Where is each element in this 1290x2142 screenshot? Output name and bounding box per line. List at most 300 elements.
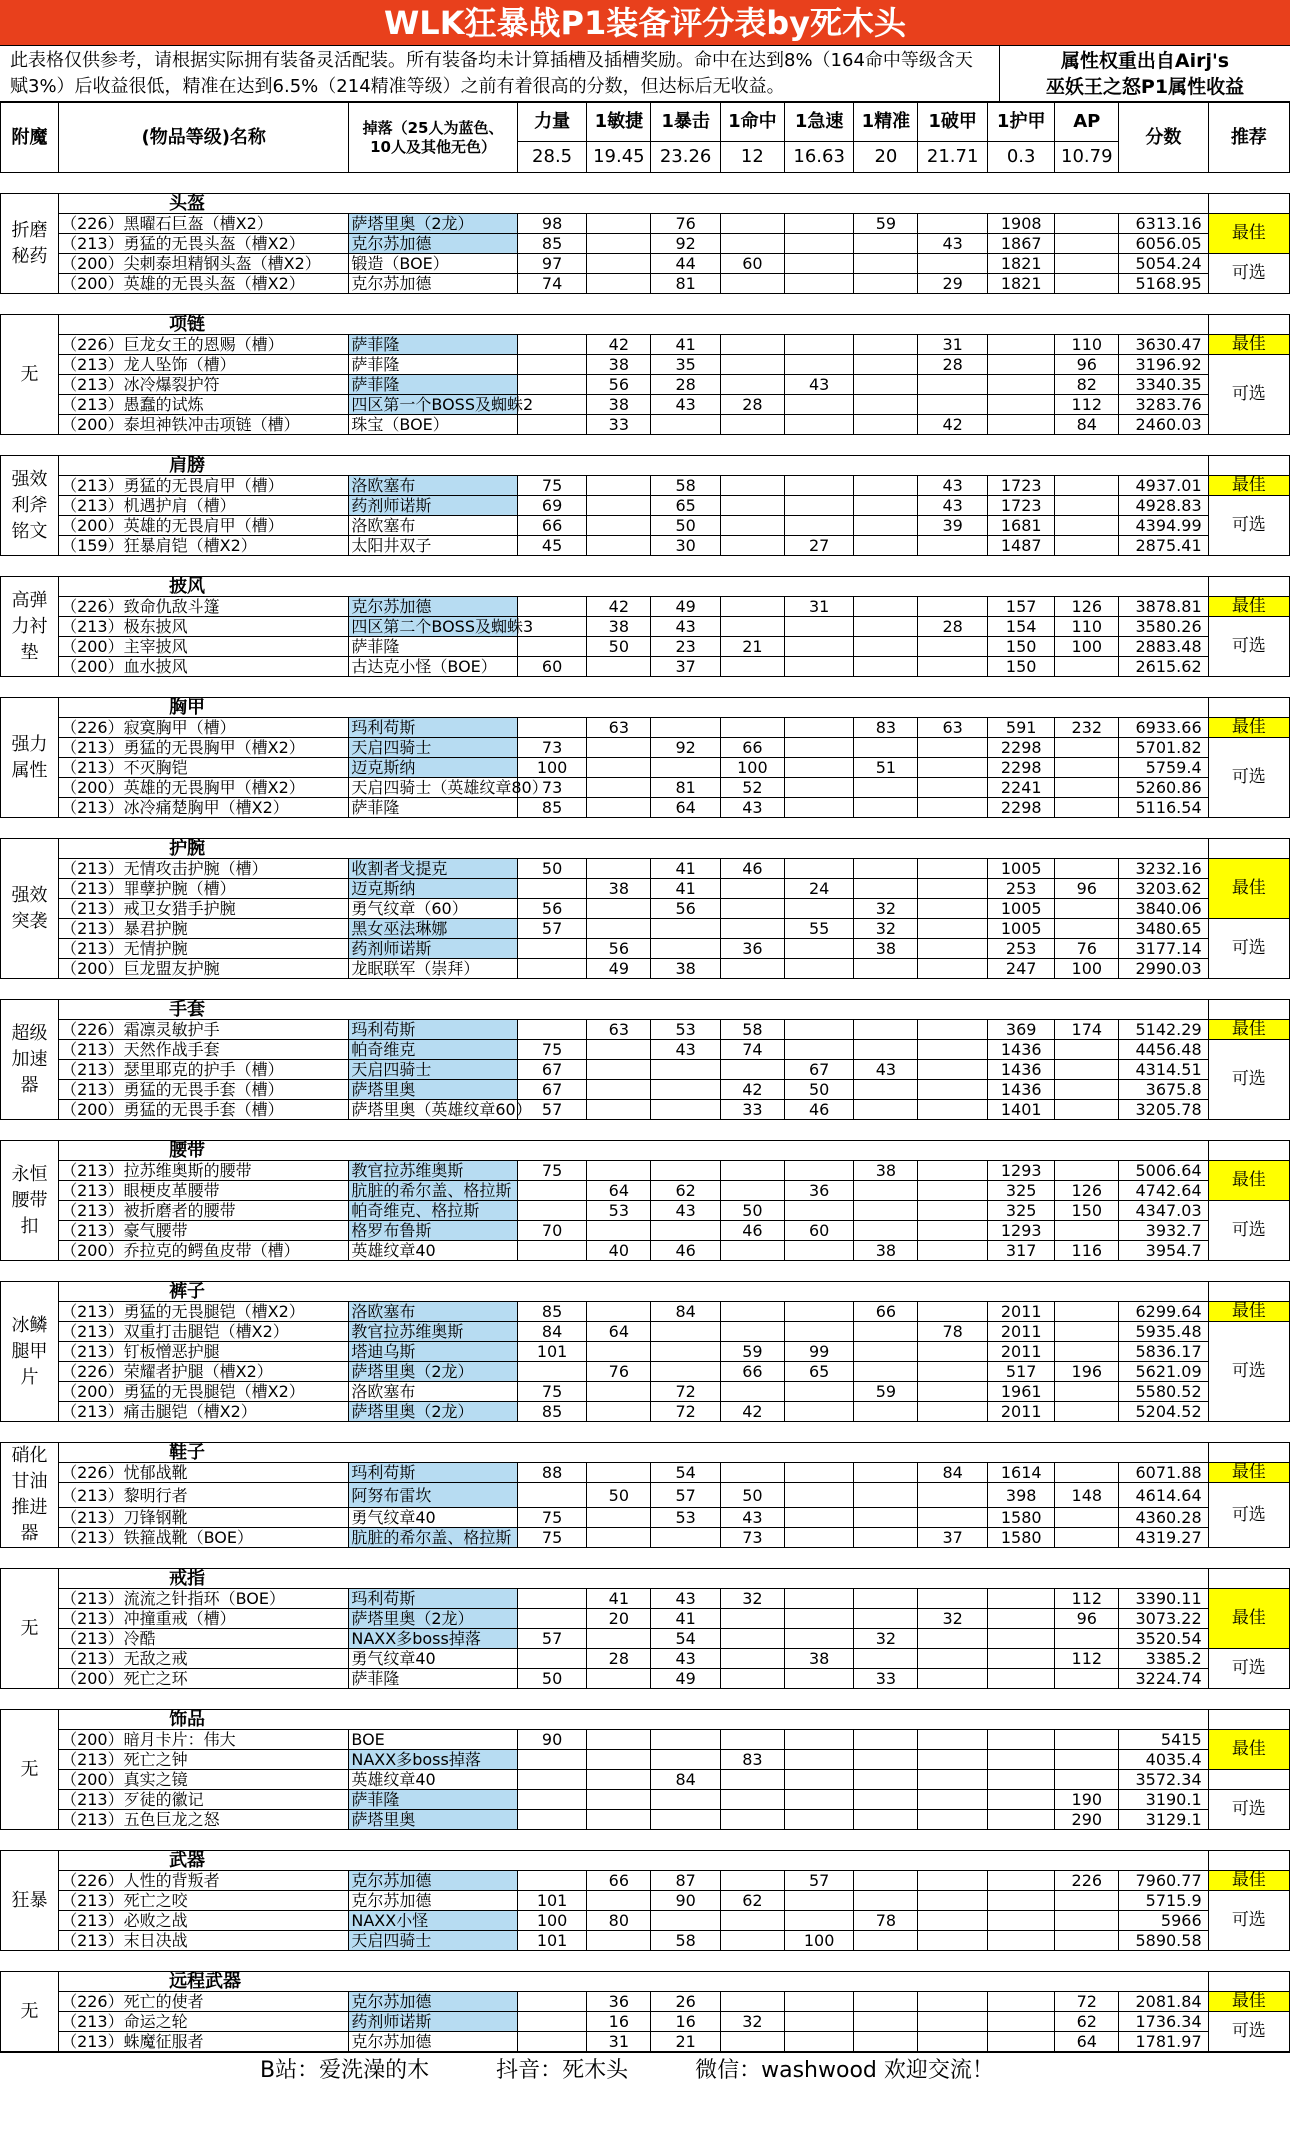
optional-badge bbox=[1208, 1770, 1289, 1790]
stat-cell: 41 bbox=[587, 1589, 651, 1609]
credit-line-1: 属性权重出自Airj's bbox=[1060, 50, 1230, 72]
stat-cell bbox=[784, 1750, 854, 1770]
stat-cell bbox=[1055, 657, 1119, 677]
weight-cell: 23.26 bbox=[651, 141, 721, 172]
stat-cell bbox=[651, 1221, 721, 1241]
stat-cell bbox=[1055, 1402, 1119, 1422]
enchant-cell: 无 bbox=[1, 1710, 59, 1830]
item-row bbox=[1, 1362, 1290, 1382]
item-drop: 黑女巫法琳娜 bbox=[349, 919, 517, 939]
stat-cell bbox=[587, 859, 651, 879]
stat-cell: 1614 bbox=[988, 1463, 1055, 1483]
section-header bbox=[1, 1282, 1290, 1302]
spacer-cell bbox=[1, 294, 1290, 315]
optional-badge: 可选 bbox=[1208, 919, 1289, 979]
stat-cell bbox=[918, 1382, 988, 1402]
item-drop: 萨菲隆 bbox=[349, 1790, 517, 1810]
stat-cell: 32 bbox=[854, 1629, 918, 1649]
stat-cell: 66 bbox=[720, 1362, 784, 1382]
stat-cell: 1005 bbox=[988, 919, 1055, 939]
stat-cell bbox=[517, 1871, 587, 1891]
best-badge: 最佳 bbox=[1208, 1161, 1289, 1201]
stat-cell: 55 bbox=[784, 919, 854, 939]
item-drop: 药剂师诺斯 bbox=[349, 2012, 517, 2032]
stat-cell bbox=[854, 234, 918, 254]
stat-cell bbox=[1055, 496, 1119, 516]
stat-cell bbox=[587, 1040, 651, 1060]
stat-cell bbox=[918, 214, 988, 234]
item-row bbox=[1, 1609, 1290, 1629]
stat-cell: 43 bbox=[918, 496, 988, 516]
stat-cell: 66 bbox=[517, 516, 587, 536]
stat-cell: 31 bbox=[587, 2032, 651, 2052]
stat-cell: 90 bbox=[651, 1891, 721, 1911]
stat-cell: 76 bbox=[1055, 939, 1119, 959]
item-name: （213）冷酷 bbox=[59, 1629, 349, 1649]
stat-cell bbox=[587, 1382, 651, 1402]
item-score: 4742.64 bbox=[1119, 1181, 1208, 1201]
stat-cell: 39 bbox=[918, 516, 988, 536]
stat-cell bbox=[854, 1730, 918, 1750]
stat-cell bbox=[988, 415, 1055, 435]
item-drop: 四区第一个BOSS及蜘蛛2 bbox=[349, 395, 517, 415]
stat-cell bbox=[1055, 476, 1119, 496]
stat-cell bbox=[587, 1790, 651, 1810]
stat-cell: 53 bbox=[651, 1020, 721, 1040]
rec-empty bbox=[1208, 1443, 1289, 1463]
item-row bbox=[1, 1483, 1290, 1508]
best-badge: 最佳 bbox=[1208, 214, 1289, 254]
item-row bbox=[1, 1730, 1290, 1750]
section-title: 远程武器 bbox=[59, 1972, 1209, 1992]
item-score: 3480.65 bbox=[1119, 919, 1208, 939]
stat-cell bbox=[651, 1911, 721, 1931]
stat-cell: 1487 bbox=[988, 536, 1055, 556]
stat-cell: 38 bbox=[587, 879, 651, 899]
stat-cell bbox=[587, 1221, 651, 1241]
item-drop: 勇气纹章40 bbox=[349, 1508, 517, 1528]
stat-cell bbox=[587, 1342, 651, 1362]
stat-cell: 28 bbox=[720, 395, 784, 415]
item-score: 5142.29 bbox=[1119, 1020, 1208, 1040]
stat-cell: 41 bbox=[651, 859, 721, 879]
item-drop: 萨塔里奥（2龙） bbox=[349, 1609, 517, 1629]
item-row bbox=[1, 375, 1290, 395]
stat-cell: 58 bbox=[720, 1020, 784, 1040]
stat-cell: 60 bbox=[720, 254, 784, 274]
item-name: （213）眼梗皮革腰带 bbox=[59, 1181, 349, 1201]
stat-cell bbox=[1055, 1770, 1119, 1790]
item-score: 5260.86 bbox=[1119, 778, 1208, 798]
stat-cell bbox=[854, 1649, 918, 1669]
stat-cell bbox=[784, 1911, 854, 1931]
stat-cell bbox=[720, 234, 784, 254]
item-drop: 教官拉苏维奥斯 bbox=[349, 1322, 517, 1342]
stat-cell bbox=[784, 1040, 854, 1060]
item-row bbox=[1, 1382, 1290, 1402]
stat-cell bbox=[918, 879, 988, 899]
stat-cell bbox=[854, 1750, 918, 1770]
item-drop: 洛欧塞布 bbox=[349, 1382, 517, 1402]
stat-cell: 83 bbox=[720, 1750, 784, 1770]
stat-cell bbox=[918, 1241, 988, 1261]
stat-cell: 92 bbox=[651, 738, 721, 758]
weight-cell: 0.3 bbox=[988, 141, 1055, 172]
stat-cell: 148 bbox=[1055, 1483, 1119, 1508]
item-drop: 迈克斯纳 bbox=[349, 758, 517, 778]
stat-cell bbox=[720, 617, 784, 637]
stat-cell: 75 bbox=[517, 476, 587, 496]
stat-cell: 43 bbox=[918, 234, 988, 254]
item-row bbox=[1, 657, 1290, 677]
enchant-cell: 高弹力衬垫 bbox=[1, 577, 59, 677]
stat-cell: 75 bbox=[517, 1382, 587, 1402]
stat-cell: 78 bbox=[854, 1911, 918, 1931]
stat-cell: 154 bbox=[988, 617, 1055, 637]
stat-cell: 56 bbox=[587, 939, 651, 959]
stat-cell bbox=[918, 738, 988, 758]
enchant-cell: 无 bbox=[1, 1569, 59, 1689]
rec-empty bbox=[1208, 1710, 1289, 1730]
stat-cell bbox=[854, 1810, 918, 1830]
item-name: （226）荣耀者护腿（槽X2） bbox=[59, 1362, 349, 1382]
optional-badge: 可选 bbox=[1208, 355, 1289, 435]
item-drop: 萨菲隆 bbox=[349, 637, 517, 657]
item-name: （213）命运之轮 bbox=[59, 2012, 349, 2032]
stat-cell bbox=[784, 1589, 854, 1609]
stat-cell: 38 bbox=[587, 617, 651, 637]
item-name: （200）英雄的无畏头盔（槽X2） bbox=[59, 274, 349, 294]
stat-cell bbox=[854, 778, 918, 798]
stat-cell bbox=[784, 657, 854, 677]
stat-cell: 226 bbox=[1055, 1871, 1119, 1891]
stat-cell: 317 bbox=[988, 1241, 1055, 1261]
stat-cell: 2298 bbox=[988, 738, 1055, 758]
item-drop: 珠宝（BOE） bbox=[349, 415, 517, 435]
stat-cell bbox=[918, 1402, 988, 1422]
item-row bbox=[1, 1463, 1290, 1483]
section-title: 披风 bbox=[59, 577, 1209, 597]
item-drop: 洛欧塞布 bbox=[349, 1302, 517, 1322]
stat-cell: 49 bbox=[587, 959, 651, 979]
stat-cell bbox=[720, 1790, 784, 1810]
stat-cell bbox=[918, 375, 988, 395]
stat-cell: 56 bbox=[587, 375, 651, 395]
stat-cell bbox=[587, 758, 651, 778]
item-row bbox=[1, 214, 1290, 234]
stat-cell: 90 bbox=[517, 1730, 587, 1750]
stat-cell bbox=[651, 1528, 721, 1548]
best-badge: 最佳 bbox=[1208, 718, 1289, 738]
stat-cell bbox=[854, 859, 918, 879]
stat-cell bbox=[587, 738, 651, 758]
stat-cell bbox=[720, 899, 784, 919]
footer-douyin: 抖音：死木头 bbox=[496, 2058, 629, 2083]
item-row bbox=[1, 919, 1290, 939]
item-drop: 萨塔里奥（2龙） bbox=[349, 1402, 517, 1422]
item-drop: 帕奇维克、格拉斯 bbox=[349, 1201, 517, 1221]
item-drop: 萨菲隆 bbox=[349, 375, 517, 395]
header-name: (物品等级)名称 bbox=[59, 103, 349, 173]
stat-cell bbox=[854, 1483, 918, 1508]
item-row bbox=[1, 617, 1290, 637]
stat-cell bbox=[517, 1201, 587, 1221]
stat-cell: 1293 bbox=[988, 1161, 1055, 1181]
item-score: 3675.8 bbox=[1119, 1080, 1208, 1100]
stat-cell: 101 bbox=[517, 1891, 587, 1911]
stat-cell bbox=[720, 415, 784, 435]
stat-cell: 43 bbox=[854, 1060, 918, 1080]
stat-cell bbox=[720, 1649, 784, 1669]
disclaimer-note: 此表格仅供参考，请根据实际拥有装备灵活配装。所有装备均未计算插槽及插槽奖励。命中在达到8%（164命中等级含天赋3%）后收益很低，精准在达到6.5%（214精准等级）之前有着很高的分数，但达标后无收益。 bbox=[0, 46, 1000, 101]
item-row bbox=[1, 798, 1290, 818]
item-score: 4319.27 bbox=[1119, 1528, 1208, 1548]
stat-cell bbox=[854, 1508, 918, 1528]
item-row bbox=[1, 1161, 1290, 1181]
stat-cell bbox=[587, 536, 651, 556]
stat-cell bbox=[918, 1669, 988, 1689]
item-row bbox=[1, 1931, 1290, 1951]
stat-cell bbox=[784, 2012, 854, 2032]
item-score: 5204.52 bbox=[1119, 1402, 1208, 1422]
stat-cell: 59 bbox=[854, 214, 918, 234]
stat-cell bbox=[651, 1161, 721, 1181]
stat-cell: 1005 bbox=[988, 899, 1055, 919]
section-spacer bbox=[1, 1422, 1290, 1443]
stat-cell: 101 bbox=[517, 1342, 587, 1362]
section-spacer bbox=[1, 979, 1290, 1000]
item-score: 6313.16 bbox=[1119, 214, 1208, 234]
rec-empty bbox=[1208, 839, 1289, 859]
stat-cell bbox=[587, 899, 651, 919]
item-score: 3390.11 bbox=[1119, 1589, 1208, 1609]
stat-cell: 49 bbox=[651, 597, 721, 617]
stat-cell bbox=[587, 1891, 651, 1911]
section-spacer bbox=[1, 1951, 1290, 1972]
stat-cell: 51 bbox=[854, 758, 918, 778]
stat-cell: 63 bbox=[587, 718, 651, 738]
stat-cell bbox=[517, 939, 587, 959]
stat-cell: 46 bbox=[784, 1100, 854, 1120]
item-name: （226）寂寞胸甲（槽） bbox=[59, 718, 349, 738]
stat-cell bbox=[988, 1669, 1055, 1689]
stat-cell bbox=[1055, 234, 1119, 254]
optional-badge: 可选 bbox=[1208, 1201, 1289, 1261]
header-stat: 力量 bbox=[517, 103, 587, 142]
stat-cell bbox=[587, 1750, 651, 1770]
section-title: 武器 bbox=[59, 1851, 1209, 1871]
section-header bbox=[1, 1851, 1290, 1871]
item-name: （226）黑曜石巨盔（槽X2） bbox=[59, 214, 349, 234]
spacer-cell bbox=[1, 1830, 1290, 1851]
stat-cell bbox=[918, 758, 988, 778]
item-score: 3232.16 bbox=[1119, 859, 1208, 879]
stat-cell: 100 bbox=[517, 758, 587, 778]
item-row bbox=[1, 718, 1290, 738]
stat-cell: 78 bbox=[918, 1322, 988, 1342]
stat-cell: 81 bbox=[651, 778, 721, 798]
stat-cell: 1867 bbox=[988, 234, 1055, 254]
stat-cell bbox=[854, 516, 918, 536]
stat-cell: 38 bbox=[854, 939, 918, 959]
stat-cell bbox=[784, 1730, 854, 1750]
section-header bbox=[1, 194, 1290, 214]
item-row bbox=[1, 939, 1290, 959]
stat-cell bbox=[918, 1508, 988, 1528]
spacer-cell bbox=[1, 818, 1290, 839]
stat-cell: 1723 bbox=[988, 496, 1055, 516]
stat-cell: 2011 bbox=[988, 1302, 1055, 1322]
item-score: 2081.84 bbox=[1119, 1992, 1208, 2012]
item-name: （200）血水披风 bbox=[59, 657, 349, 677]
stat-cell bbox=[720, 657, 784, 677]
stat-cell bbox=[854, 1931, 918, 1951]
section-header bbox=[1, 839, 1290, 859]
stat-cell bbox=[517, 1241, 587, 1261]
stat-cell bbox=[918, 1629, 988, 1649]
item-drop: NAXX多boss掉落 bbox=[349, 1629, 517, 1649]
stat-cell bbox=[784, 1463, 854, 1483]
item-score: 3385.2 bbox=[1119, 1649, 1208, 1669]
stat-cell: 50 bbox=[784, 1080, 854, 1100]
stat-cell bbox=[587, 1629, 651, 1649]
item-score: 6056.05 bbox=[1119, 234, 1208, 254]
section-title: 裤子 bbox=[59, 1282, 1209, 1302]
best-badge: 最佳 bbox=[1208, 1730, 1289, 1770]
spacer-cell bbox=[1, 1548, 1290, 1569]
item-name: （213）死亡之咬 bbox=[59, 1891, 349, 1911]
item-score: 3340.35 bbox=[1119, 375, 1208, 395]
stat-cell: 290 bbox=[1055, 1810, 1119, 1830]
stat-cell bbox=[988, 1770, 1055, 1790]
stat-cell bbox=[784, 395, 854, 415]
stat-cell: 1436 bbox=[988, 1040, 1055, 1060]
section-title: 鞋子 bbox=[59, 1443, 1209, 1463]
stat-cell bbox=[720, 1911, 784, 1931]
stat-cell: 72 bbox=[651, 1382, 721, 1402]
item-name: （226）霜凛灵敏护手 bbox=[59, 1020, 349, 1040]
stat-cell: 75 bbox=[517, 1528, 587, 1548]
item-score: 6933.66 bbox=[1119, 718, 1208, 738]
item-name: （226）死亡的使者 bbox=[59, 1992, 349, 2012]
stat-cell bbox=[1055, 919, 1119, 939]
stat-cell bbox=[918, 1020, 988, 1040]
item-name: （213）必败之战 bbox=[59, 1911, 349, 1931]
stat-cell bbox=[587, 214, 651, 234]
item-name: （226）巨龙女王的恩赐（槽） bbox=[59, 335, 349, 355]
item-drop: 玛利苟斯 bbox=[349, 1463, 517, 1483]
stat-cell bbox=[854, 476, 918, 496]
item-drop: 阿努布雷坎 bbox=[349, 1483, 517, 1508]
stat-cell: 46 bbox=[720, 1221, 784, 1241]
stat-cell bbox=[720, 1931, 784, 1951]
stat-cell bbox=[784, 899, 854, 919]
stat-cell bbox=[1055, 1322, 1119, 1342]
stat-cell: 190 bbox=[1055, 1790, 1119, 1810]
stat-cell: 73 bbox=[517, 778, 587, 798]
rec-empty bbox=[1208, 1141, 1289, 1161]
item-row bbox=[1, 234, 1290, 254]
stat-cell bbox=[1055, 1528, 1119, 1548]
stat-cell bbox=[651, 1080, 721, 1100]
stat-cell bbox=[918, 1221, 988, 1241]
stat-cell: 100 bbox=[784, 1931, 854, 1951]
stat-cell: 75 bbox=[517, 1161, 587, 1181]
stat-cell: 65 bbox=[784, 1362, 854, 1382]
item-drop: 萨菲隆 bbox=[349, 1669, 517, 1689]
sheet-title: WLK狂暴战P1装备评分表by死木头 bbox=[0, 0, 1290, 46]
enchant-cell: 永恒腰带扣 bbox=[1, 1141, 59, 1261]
item-row bbox=[1, 1060, 1290, 1080]
stat-cell bbox=[854, 375, 918, 395]
stat-cell bbox=[651, 1362, 721, 1382]
stat-cell bbox=[720, 1730, 784, 1750]
stat-cell bbox=[517, 879, 587, 899]
stat-cell: 96 bbox=[1055, 355, 1119, 375]
best-badge: 最佳 bbox=[1208, 597, 1289, 617]
stat-cell bbox=[988, 1931, 1055, 1951]
item-row bbox=[1, 335, 1290, 355]
section-title: 护腕 bbox=[59, 839, 1209, 859]
header-stat: 1敏捷 bbox=[587, 103, 651, 142]
stat-cell: 1723 bbox=[988, 476, 1055, 496]
item-name: （200）英雄的无畏肩甲（槽） bbox=[59, 516, 349, 536]
item-drop: 龙眠联军（崇拜） bbox=[349, 959, 517, 979]
stat-cell bbox=[517, 355, 587, 375]
item-drop: 玛利苟斯 bbox=[349, 1589, 517, 1609]
stat-cell: 56 bbox=[517, 899, 587, 919]
stat-cell bbox=[784, 637, 854, 657]
item-name: （213）勇猛的无畏肩甲（槽） bbox=[59, 476, 349, 496]
stat-cell bbox=[720, 1060, 784, 1080]
stat-cell bbox=[651, 1322, 721, 1342]
rec-empty bbox=[1208, 194, 1289, 214]
stat-cell bbox=[517, 375, 587, 395]
stat-cell: 50 bbox=[587, 637, 651, 657]
stat-cell: 43 bbox=[651, 1649, 721, 1669]
item-score: 6299.64 bbox=[1119, 1302, 1208, 1322]
footer-bilibili: B站：爱洗澡的木 bbox=[260, 2058, 430, 2083]
stat-cell: 57 bbox=[651, 1483, 721, 1508]
item-name: （200）真实之镜 bbox=[59, 1770, 349, 1790]
stat-cell: 2241 bbox=[988, 778, 1055, 798]
item-name: （200）勇猛的无畏腿铠（槽X2） bbox=[59, 1382, 349, 1402]
stat-cell: 26 bbox=[651, 1992, 721, 2012]
item-score: 5759.4 bbox=[1119, 758, 1208, 778]
stat-cell: 38 bbox=[651, 959, 721, 979]
stat-cell: 31 bbox=[918, 335, 988, 355]
enchant-cell: 强效突袭 bbox=[1, 839, 59, 979]
item-name: （200）乔拉克的鳄鱼皮带（槽） bbox=[59, 1241, 349, 1261]
stat-cell: 398 bbox=[988, 1483, 1055, 1508]
item-drop: 克尔苏加德 bbox=[349, 597, 517, 617]
stat-cell bbox=[784, 758, 854, 778]
stat-cell bbox=[1055, 536, 1119, 556]
stat-cell bbox=[988, 1891, 1055, 1911]
stat-cell bbox=[854, 1609, 918, 1629]
section-header bbox=[1, 1569, 1290, 1589]
stat-cell: 31 bbox=[784, 597, 854, 617]
stat-cell bbox=[517, 335, 587, 355]
stat-cell bbox=[651, 758, 721, 778]
section-spacer bbox=[1, 1120, 1290, 1141]
section-title: 胸甲 bbox=[59, 698, 1209, 718]
stat-cell: 100 bbox=[1055, 637, 1119, 657]
gear-table bbox=[0, 102, 1290, 2052]
stat-cell: 110 bbox=[1055, 617, 1119, 637]
stat-cell bbox=[587, 1770, 651, 1790]
stat-cell: 85 bbox=[517, 234, 587, 254]
